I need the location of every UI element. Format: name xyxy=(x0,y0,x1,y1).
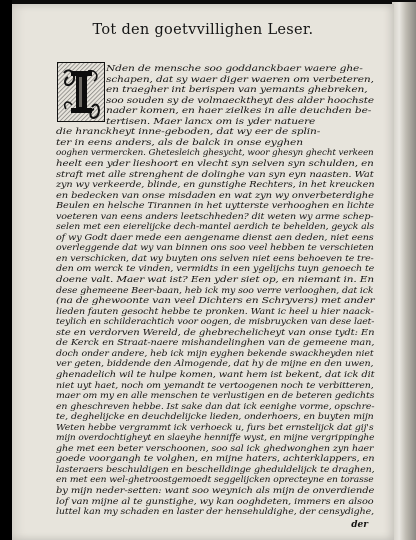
text-line: maer om my en alle menschen te verlustigen en de beteren gedichts xyxy=(56,391,375,402)
text-line: nader komen, en haer zielkes in alle deuchden be- xyxy=(106,106,372,117)
text-line: ghe met een beter verschoonen, soo sal ick ghedwonghen zyn haer xyxy=(56,443,374,454)
catchword: der xyxy=(351,520,368,530)
text-line: overleggende dat wy van binnen ons soo veel hebben te verschieten xyxy=(56,243,374,254)
text-line: (na de ghewoonte van veel Dichters en Schryvers) met ander xyxy=(56,296,375,307)
text-line: of wy Godt daer mede een aengename dienst aen deden, niet eens xyxy=(56,232,374,243)
text-line: dese ghemeene Beer-baan, heb ick my soo verre verlooghen, dat ick xyxy=(56,285,374,296)
text-line: zyn wy verkeerde, blinde, en gunstighe Rechters, in het kreucken xyxy=(56,180,375,191)
text-line: en traegher int berispen van yemants ghebreken, xyxy=(106,85,368,96)
text-line: lasteraers beschuldigen en beschelldinge gheduldelijck te draghen, xyxy=(56,464,375,475)
text-line: schapen, dat sy waer diger waeren om verbeteren, xyxy=(106,74,374,85)
text-line: doch onder andere, heb ick mijn eyghen bekende swackheyden niet xyxy=(56,348,374,359)
text-line: voeteren van eens anders leetschheden? dit weten wy arme schep- xyxy=(56,211,374,222)
text-line: by mijn neder-setten: want soo weynich als mijn de onverdiende xyxy=(56,486,375,496)
text-line: en bedecken van onse misdaden en wat zyn wy onverbeterdighe xyxy=(56,190,374,201)
text-line: straft met alle strenghent de dolinghe van syn eyn naasten. Wat xyxy=(56,169,374,180)
book-page-edges xyxy=(392,2,416,540)
book-page xyxy=(12,4,394,540)
text-line: ooghen vermercken. Ghetesleich ghesycht, woor ghesyn ghecht verkeen xyxy=(56,148,374,159)
decorated-initial xyxy=(57,62,105,122)
page-title: Tot den goetvvillighen Leser. xyxy=(92,22,314,38)
text-line: Nden de mensche soo goddanckbaer waere ghe- xyxy=(106,64,363,74)
text-line: luttel kan my schaden en laster der hensehuldighe, der censydighe, xyxy=(56,507,374,518)
text-line: den om werck te vinden, vermidts in een ygelijchs tuyn genoech te xyxy=(56,264,375,275)
text-line: die hranckheyt inne-geboden, dat wy eer de splin- xyxy=(56,127,321,138)
text-line: mijn overdochtigheyt en slaeyhe henniffe wyst, en mijne vergrippinghe xyxy=(56,433,375,444)
ornamental-initial-icon xyxy=(58,63,104,121)
text-line: ste en verdorven Wereld, de ghebrechelicheyt van onse tydt: En xyxy=(56,327,375,338)
text-line: Weten hebbe vergrammt ick verhoeck u, furs bet ernstelijck dat gij's xyxy=(56,422,374,433)
text-line: lieden fauten gesocht hebbe te pronken. Want ic heel u hier naack- xyxy=(56,306,374,317)
text-line: en verschicken, dat wy buyten ons selven niet eens behoeven te tre- xyxy=(56,253,374,264)
text-line: soo souden sy de volmaecktheyt des alder hoochste xyxy=(106,95,374,106)
text-line: de Kerck en Straat-naere mishandelinghen van de gemeene man, xyxy=(56,338,375,349)
text-line: selen met een eierelijcke dech-mantel aerdich te behelden, geyck als xyxy=(56,222,375,233)
text-line: tertisen. Maer lancx om is yder natuere xyxy=(106,116,316,127)
text-line: ter in eens anders, als de balck in onse eyghen xyxy=(56,137,303,148)
text-line: en met een wel-ghetroostgemoedt seggelijcken oprecteyne en torasse xyxy=(56,475,374,486)
text-line: ver geten, biddende den Almogende, dat hy de mijne en den uwen, xyxy=(56,359,374,370)
text-line: goede voorgangh te volghen, en mijne haters, achterklappers, en xyxy=(56,454,375,465)
text-line: te, deghelijcke en deuchdelijcke lieden, onderhoers, en buyten mijn xyxy=(56,412,374,423)
text-line: ghenadelich wil te hulpe komen, want hem ist bekent, dat ick dit xyxy=(56,369,375,380)
left-scan-border xyxy=(0,0,12,540)
text-line: Beulen en helsche Tirannen in het uytterste verhooghen en lichte xyxy=(56,201,374,212)
text-line: teylich en schilderachtich voor oogen, de misbruycken van dese laet- xyxy=(56,317,375,328)
text-line: en gheschreven hebbe. Ist sake dan dat ick eenighe vorme, opschre- xyxy=(56,401,375,412)
text-line: doene valt. Maer wat ist? Een yder siet op, en niemant in. En xyxy=(56,275,374,285)
text-line: niet uyt haet, noch om yemandt te vertoogenen noch te verbitteren, xyxy=(56,380,374,391)
text-line: heelt een yder lieshoort en vlecht syn selven syn schulden, en xyxy=(56,158,374,169)
text-line: lof van mijne al te gunstighe, wy kan ooghdeten, immers en alsoo xyxy=(56,496,374,507)
